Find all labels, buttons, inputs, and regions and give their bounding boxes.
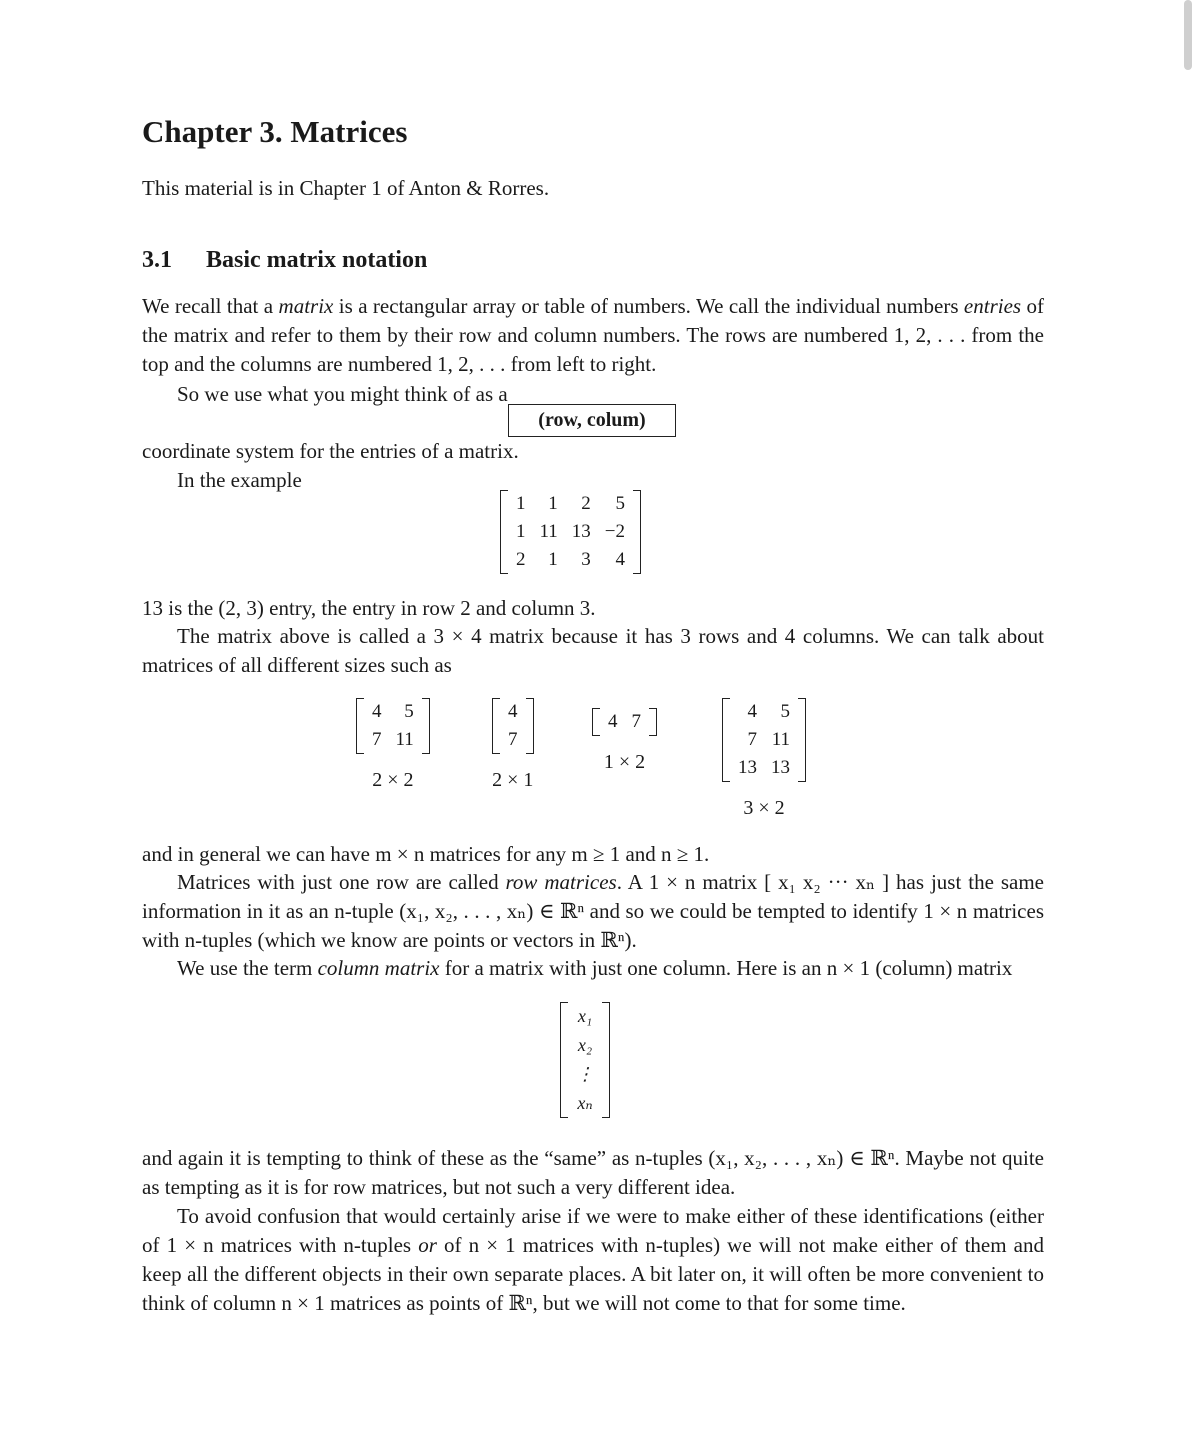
matrix-entry: 11 — [539, 521, 558, 542]
para1-text-c: of the matrix and refer to them by their row and column numbers. The rows are numbered 1, 2, . . . from the top and the columns are numbered 1, 2, . . . from left to right. — [142, 294, 1044, 376]
paragraph-avoid-confusion — [142, 1202, 1044, 1318]
matrix-entry: 7 — [747, 729, 757, 750]
matrix-column — [389, 698, 421, 754]
paragraph-matrix-sizes: The matrix above is called a 3 × 4 matrix because it has 3 rows and 4 columns. We can talk about matrices of all different sizes such as — [142, 624, 1044, 677]
section-heading — [142, 246, 427, 275]
paragraph-column-matrix — [142, 954, 1044, 983]
para8-text-b: . A 1 × n matrix [ x₁ x₂ ··· xₙ ] has just the same information in it as an n-tuple (x₁, x₂, . . . , xₙ) ∈ ℝⁿ and so we could be tempted to identify 1 × n matrices with n-tuples (which we know are points or vectors in ℝⁿ). — [142, 870, 1044, 952]
matrix-entry: x₁ — [577, 1006, 593, 1026]
matrix-size-examples — [142, 696, 1044, 819]
matrix-column — [601, 708, 625, 736]
intro-text: This material is in Chapter 1 of Anton & Rorres. — [142, 176, 550, 200]
matrix-entry: 2 — [516, 549, 526, 570]
section-number: 3.1 — [142, 247, 172, 273]
matrix-entry: −2 — [604, 521, 626, 542]
matrix-column — [569, 1002, 601, 1118]
paragraph-general-sizes: and in general we can have m × n matrices for any m ≥ 1 and n ≥ 1. — [142, 842, 710, 866]
matrix-entry: 2 — [581, 493, 591, 514]
matrix-entry: 1 — [548, 549, 558, 570]
matrix-entry: 4 — [372, 701, 382, 722]
matrix-column — [598, 490, 632, 574]
example-matrix-3x4 — [500, 490, 641, 574]
matrix-entry: 13 — [571, 521, 591, 542]
matrix-column — [509, 490, 533, 574]
para11-text-a: To avoid confusion that would certainly arise if we were to make either of these identifications (either of 1 × n matrices with n-tuples — [142, 1204, 1044, 1257]
size-example-matrix — [356, 698, 430, 754]
matrix-column — [533, 490, 565, 574]
section-title: Basic matrix notation — [206, 247, 428, 273]
term-entries: entries — [963, 294, 1022, 318]
matrix-column — [501, 698, 525, 754]
paragraph-column-tuples: and again it is tempting to think of these as the “same” as n-tuples (x₁, x₂, . . . , xₙ) ∈ ℝⁿ. Maybe not quite as tempting as it is for row matrices, but not such a very different idea. — [142, 1146, 1044, 1199]
size-example — [492, 696, 534, 795]
size-example-matrix — [492, 698, 534, 754]
row-column-box — [508, 404, 676, 437]
matrix-entry: 11 — [395, 729, 414, 750]
paragraph-entry-explanation: 13 is the (2, 3) entry, the entry in row 2 and column 3. — [142, 596, 596, 620]
term-column-matrix: column matrix — [317, 956, 440, 980]
term-or: or — [418, 1233, 437, 1257]
matrix-column — [764, 698, 797, 782]
size-label: 2 × 1 — [492, 769, 534, 791]
size-label: 1 × 2 — [603, 751, 646, 773]
matrix-entry: 1 — [548, 493, 558, 514]
matrix-entry: 4 — [508, 701, 518, 722]
paragraph-matrix-definition — [142, 292, 1044, 379]
term-matrix: matrix — [278, 294, 334, 318]
matrix-entry: 4 — [608, 711, 618, 732]
para9-text-b: for a matrix with just one column. Here is an n × 1 (column) matrix — [439, 956, 1013, 980]
matrix-entry: 4 — [747, 701, 757, 722]
para11-text-b: of n × 1 matrices with n-tuples) we will not make either of them and keep all the different objects in their own separate places. A bit later on, it will often be more convenient to think of column n × 1 matrices as points of ℝⁿ, but we will not come to that for some time. — [142, 1233, 1044, 1315]
paragraph-coordinate-system: coordinate system for the entries of a matrix. — [142, 439, 519, 463]
matrix-entry: 7 — [631, 711, 641, 732]
matrix-column — [365, 698, 389, 754]
matrix-entry: 1 — [516, 493, 526, 514]
matrix-entry: 5 — [615, 493, 626, 514]
para9-text-a: We use the term — [177, 956, 318, 980]
boxed-row-column: (row, colum) — [508, 404, 676, 437]
chapter-title: Chapter 3. Matrices — [142, 114, 408, 149]
matrix-entry: 1 — [516, 521, 526, 542]
size-example-matrix — [722, 698, 806, 782]
size-example — [722, 696, 806, 823]
size-label: 3 × 2 — [743, 797, 785, 819]
matrix-column — [731, 698, 764, 782]
matrix-entry: 7 — [372, 729, 382, 750]
matrix-entry: 3 — [581, 549, 591, 570]
matrix-entry: 13 — [771, 757, 790, 778]
matrix-column — [625, 708, 649, 736]
scrollbar[interactable] — [1184, 0, 1192, 70]
matrix-entry: xₙ — [577, 1093, 593, 1113]
matrix-entry: x₂ — [577, 1035, 593, 1055]
matrix-entry: 4 — [615, 549, 626, 570]
term-row-matrices: row matrices — [505, 870, 617, 894]
paragraph-row-matrices — [142, 868, 1044, 955]
para8-text-a: Matrices with just one row are called — [177, 870, 506, 894]
para1-text-a: We recall that a — [142, 294, 279, 318]
matrix-entry: 11 — [771, 729, 790, 750]
matrix-entry: 5 — [780, 701, 790, 722]
matrix-entry: ⋮ — [576, 1064, 594, 1084]
para1-text-b: is a rectangular array or table of numbers. We call the individual numbers — [333, 294, 964, 318]
size-example — [592, 706, 657, 777]
size-label: 2 × 2 — [372, 769, 414, 791]
matrix-entry: 13 — [738, 757, 757, 778]
column-matrix-nx1 — [560, 1002, 610, 1118]
matrix-column — [565, 490, 598, 574]
matrix-entry: 5 — [404, 701, 414, 722]
matrix-entry: 7 — [508, 729, 518, 750]
paragraph-row-column-intro: So we use what you might think of as a — [177, 382, 508, 406]
size-example — [356, 696, 430, 795]
size-example-matrix — [592, 708, 657, 736]
paragraph-example-intro: In the example — [177, 468, 302, 492]
